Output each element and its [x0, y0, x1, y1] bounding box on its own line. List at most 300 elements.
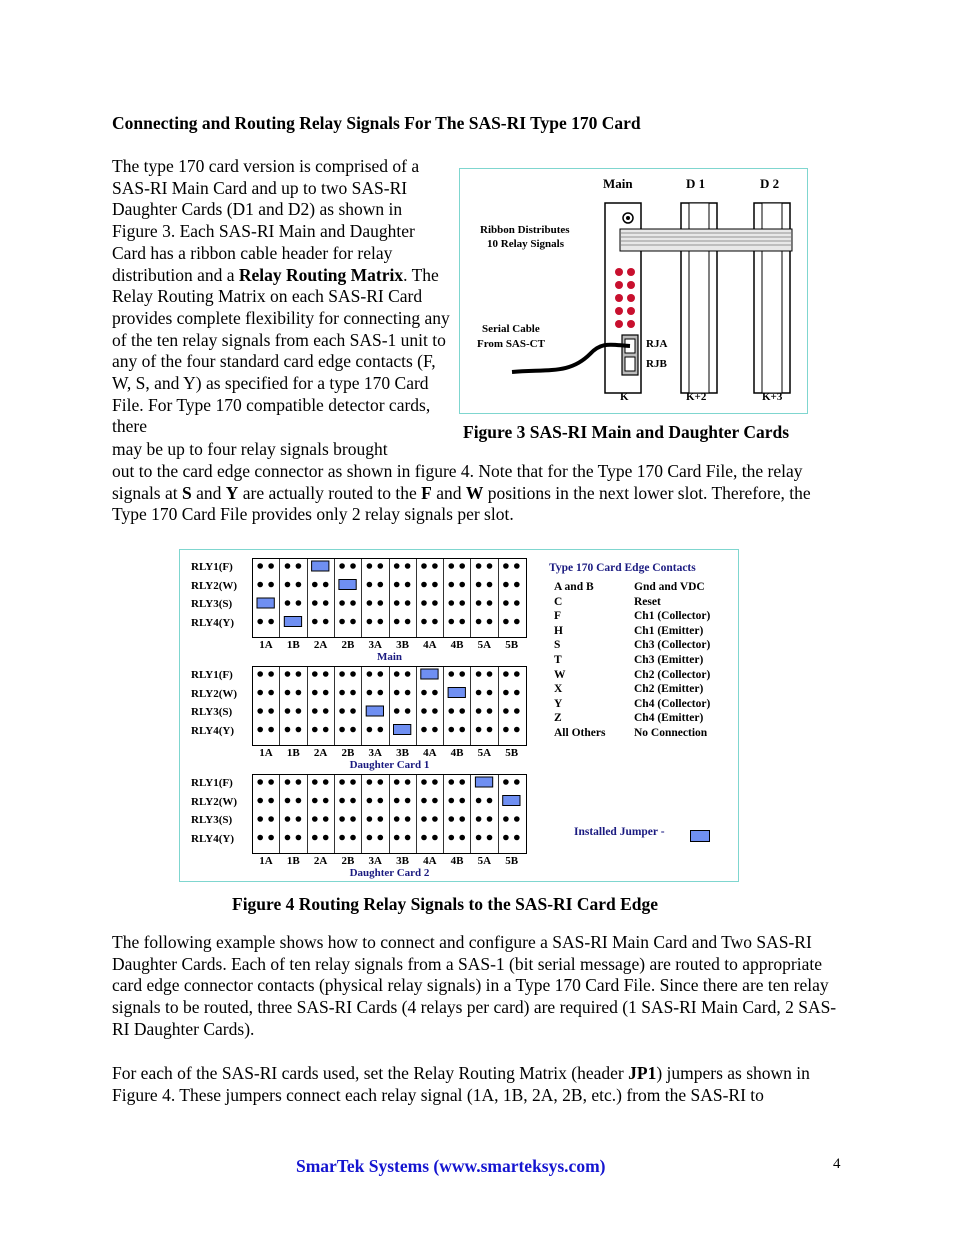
column-label: 1B	[286, 639, 300, 651]
header-pin	[459, 798, 465, 804]
matrix-title: Daughter Card 1	[349, 759, 430, 771]
column-label: 1B	[286, 747, 300, 759]
header-pin	[296, 600, 302, 606]
column-label: 4B	[450, 639, 464, 651]
header-pin	[514, 582, 520, 588]
header-pin	[421, 600, 427, 606]
header-pin	[394, 798, 400, 804]
header-pin	[350, 690, 356, 696]
legend-signal: Ch4 (Emitter)	[634, 712, 704, 725]
row-label: RLY1(F)	[191, 777, 233, 789]
header-pin	[285, 708, 291, 714]
edge-contact-legend	[554, 580, 734, 741]
label-rjb: RJB	[646, 358, 667, 370]
header-pin	[487, 582, 493, 588]
header-pin	[421, 708, 427, 714]
header-pin	[268, 798, 274, 804]
header-pin	[268, 582, 274, 588]
legend-signal: Ch4 (Collector)	[634, 697, 711, 710]
column-label: 5B	[505, 747, 519, 759]
header-pin	[339, 708, 345, 714]
header-pin	[476, 671, 482, 677]
text-run: out to the card edge connector as shown in figure 4. Note that for the Type 170 Card File, the relay signals at	[112, 461, 803, 503]
legend-row	[554, 711, 734, 726]
header-pin	[448, 582, 454, 588]
header-pin	[339, 816, 345, 822]
header-pin	[503, 563, 509, 569]
header-pin	[487, 708, 493, 714]
header-pin	[394, 779, 400, 785]
column-label: 3B	[396, 639, 409, 651]
header-pin	[394, 816, 400, 822]
header-pin	[339, 600, 345, 606]
header-pin	[421, 690, 427, 696]
header-pin	[350, 671, 356, 677]
header-pin	[476, 727, 482, 733]
header-pin	[487, 600, 493, 606]
header-pin	[432, 816, 438, 822]
header-pin	[476, 600, 482, 606]
header-pin	[350, 619, 356, 625]
header-pin	[257, 563, 263, 569]
jumper-matrix	[252, 558, 527, 638]
header-pin	[350, 727, 356, 733]
label-rja: RJA	[646, 338, 668, 350]
header-pin	[487, 727, 493, 733]
header-pin	[367, 727, 373, 733]
header-pin	[487, 816, 493, 822]
header-pin	[378, 690, 384, 696]
header-pin	[448, 835, 454, 841]
header-pin	[296, 779, 302, 785]
header-pin	[503, 779, 509, 785]
header-pin	[339, 835, 345, 841]
header-pin	[350, 563, 356, 569]
legend-title: Type 170 Card Edge Contacts	[549, 562, 696, 574]
header-pin	[268, 690, 274, 696]
text-run: are actually routed to the	[238, 482, 422, 503]
column-label: 5B	[505, 855, 519, 867]
row-label: RLY3(S)	[191, 706, 233, 718]
text-run: positions in the next lower slot. Therefore, the Type 170 Card File provides only 2 relay signals per slot.	[112, 482, 811, 525]
header-pin	[394, 582, 400, 588]
header-pin	[459, 816, 465, 822]
header-pin	[378, 835, 384, 841]
header-pin	[514, 619, 520, 625]
header-pin	[487, 690, 493, 696]
row-label: RLY2(W)	[191, 687, 238, 700]
header-pin	[296, 816, 302, 822]
header-pin	[312, 690, 318, 696]
bold-run: Relay Routing Matrix	[238, 264, 404, 285]
footer-company: SmarTek Systems (www.smarteksys.com)	[296, 1156, 606, 1176]
header-pin	[421, 779, 427, 785]
header-pin	[421, 619, 427, 625]
column-label: 3A	[368, 639, 382, 651]
header-pin	[339, 727, 345, 733]
header-pin	[257, 582, 263, 588]
header-pin	[503, 600, 509, 606]
column-label: 5B	[505, 639, 519, 651]
header-pin	[296, 727, 302, 733]
header-pin	[257, 708, 263, 714]
header-pin	[339, 779, 345, 785]
header-pin	[476, 708, 482, 714]
header-pin	[432, 835, 438, 841]
section-heading: Connecting and Routing Relay Signals For The SAS-RI Type 170 Card	[112, 113, 641, 133]
header-pin	[257, 727, 263, 733]
header-pin	[367, 563, 373, 569]
header-pin	[367, 600, 373, 606]
header-pin	[312, 708, 318, 714]
text-run: For each of the SAS-RI cards used, set the Relay Routing Matrix (header	[112, 1063, 629, 1083]
label-serial-1: Serial Cable	[482, 323, 540, 335]
legend-signal: Ch3 (Emitter)	[634, 653, 704, 666]
header-pin	[476, 563, 482, 569]
header-pin	[476, 798, 482, 804]
header-pin	[459, 835, 465, 841]
header-pin	[268, 708, 274, 714]
column-label: 5A	[477, 747, 492, 759]
header-pin	[394, 600, 400, 606]
installed-jumper	[284, 617, 301, 627]
header-pin	[378, 816, 384, 822]
header-pin	[367, 671, 373, 677]
header-pin	[503, 708, 509, 714]
legend-signal: Ch3 (Collector)	[634, 639, 711, 652]
header-pin	[503, 835, 509, 841]
header-pin	[459, 727, 465, 733]
header-pin	[394, 671, 400, 677]
header-pin	[459, 600, 465, 606]
matrix-title: Main	[376, 651, 403, 663]
header-pin	[350, 708, 356, 714]
header-pin	[432, 563, 438, 569]
header-pin	[378, 619, 384, 625]
header-pin	[421, 727, 427, 733]
installed-jumper	[257, 598, 274, 608]
header-pin	[268, 779, 274, 785]
row-label: RLY1(F)	[191, 669, 233, 681]
bold-run: Y	[225, 482, 239, 503]
header-pin	[421, 582, 427, 588]
header-pin	[405, 582, 411, 588]
header-pin	[421, 563, 427, 569]
header-pin	[323, 816, 329, 822]
legend-signal: Ch2 (Emitter)	[634, 683, 704, 696]
header-pin	[503, 671, 509, 677]
header-pin	[378, 779, 384, 785]
legend-row	[554, 638, 734, 653]
header-pin	[476, 816, 482, 822]
jumper-matrix	[252, 666, 527, 746]
legend-contact: A and B	[554, 581, 594, 593]
installed-jumper	[394, 725, 411, 735]
header-pin	[421, 835, 427, 841]
legend-contact: S	[554, 639, 561, 652]
header-pin	[432, 727, 438, 733]
header-pin	[323, 619, 329, 625]
legend-row	[554, 624, 734, 639]
label-k3: K+3	[762, 391, 783, 403]
header-pin	[312, 835, 318, 841]
header-pin	[285, 582, 291, 588]
column-label: 4A	[423, 639, 437, 651]
header-pin	[432, 619, 438, 625]
header-pin	[405, 563, 411, 569]
header-pin	[432, 582, 438, 588]
column-label: 1A	[259, 639, 273, 651]
header-pin	[367, 690, 373, 696]
column-label: 5A	[477, 639, 492, 651]
row-label: RLY4(Y)	[191, 832, 234, 845]
header-pin	[503, 619, 509, 625]
header-pin	[312, 779, 318, 785]
header-pin	[503, 690, 509, 696]
header-pin	[514, 779, 520, 785]
header-pin	[296, 582, 302, 588]
header-pin	[323, 798, 329, 804]
figure-3-drawing	[460, 169, 806, 412]
column-label: 4B	[450, 747, 464, 759]
header-pin	[285, 671, 291, 677]
text-run: ) jumpers as shown in Figure 4. These jumpers connect each relay signal (1A, 1B, 2A, 2B, etc.) from the SAS-RI to	[112, 1063, 810, 1105]
installed-jumper-swatch	[690, 830, 710, 842]
header-pin	[459, 779, 465, 785]
header-pin	[257, 779, 263, 785]
installed-jumper	[503, 796, 520, 806]
header-pin	[487, 563, 493, 569]
header-pin	[350, 798, 356, 804]
header-pin	[503, 582, 509, 588]
bold-run: S	[182, 482, 192, 503]
legend-signal: Reset	[634, 595, 661, 608]
column-label: 2A	[313, 747, 328, 759]
paragraph-jumpers	[112, 1063, 847, 1106]
header-pin	[405, 708, 411, 714]
header-pin	[350, 779, 356, 785]
row-label: RLY2(W)	[191, 795, 238, 808]
header-pin	[432, 798, 438, 804]
header-pin	[448, 816, 454, 822]
paragraph-intro-end	[112, 461, 842, 526]
legend-row	[554, 726, 734, 741]
header-pin	[339, 798, 345, 804]
installed-jumper	[339, 580, 356, 590]
header-pin	[448, 563, 454, 569]
column-label: 4A	[423, 855, 437, 867]
header-pin	[268, 619, 274, 625]
installed-jumper	[366, 706, 383, 716]
header-pin	[514, 708, 520, 714]
header-pin	[448, 798, 454, 804]
row-label: RLY2(W)	[191, 579, 238, 592]
header-pin	[405, 619, 411, 625]
header-pin	[296, 835, 302, 841]
header-pin	[367, 835, 373, 841]
header-pin	[312, 798, 318, 804]
header-pin	[257, 798, 263, 804]
legend-contact: W	[554, 668, 566, 681]
legend-contact: X	[554, 683, 563, 696]
header-pin	[514, 835, 520, 841]
header-pin	[476, 582, 482, 588]
column-label: 3A	[368, 855, 382, 867]
header-pin	[432, 708, 438, 714]
header-pin	[394, 619, 400, 625]
row-label: RLY1(F)	[191, 561, 233, 573]
legend-signal: Gnd and VDC	[634, 581, 705, 593]
label-main: Main	[603, 176, 633, 191]
legend-contact: F	[554, 610, 562, 623]
bold-run: W	[465, 482, 484, 503]
header-pin	[339, 619, 345, 625]
header-pin	[312, 582, 318, 588]
legend-row	[554, 697, 734, 712]
legend-signal: Ch2 (Collector)	[634, 668, 711, 681]
header-pin	[487, 798, 493, 804]
header-pin	[394, 563, 400, 569]
legend-contact: Y	[554, 697, 563, 710]
header-pin	[312, 816, 318, 822]
label-d2: D 2	[760, 176, 780, 191]
installed-jumper	[312, 561, 329, 571]
header-pin	[323, 835, 329, 841]
column-label: 2B	[341, 747, 355, 759]
header-pin	[503, 816, 509, 822]
figure-4	[179, 549, 739, 882]
header-pin	[459, 619, 465, 625]
header-pin	[350, 835, 356, 841]
header-pin	[448, 619, 454, 625]
header-pin	[514, 690, 520, 696]
figure-4-caption: Figure 4 Routing Relay Signals to the SAS-RI Card Edge	[232, 894, 659, 914]
header-pin	[285, 563, 291, 569]
label-ribbon-2: 10 Relay Signals	[487, 238, 565, 250]
header-pin	[323, 779, 329, 785]
label-k2: K+2	[686, 391, 707, 403]
header-pin	[268, 563, 274, 569]
header-pin	[378, 582, 384, 588]
legend-contact: H	[554, 624, 563, 637]
column-label: 1B	[286, 855, 300, 867]
legend-row	[554, 653, 734, 668]
column-label: 2B	[341, 639, 355, 651]
header-pin	[394, 835, 400, 841]
column-label: 4B	[450, 855, 464, 867]
header-pin	[268, 727, 274, 733]
header-pin	[367, 798, 373, 804]
text-run: and	[431, 482, 466, 503]
row-label: RLY3(S)	[191, 814, 233, 826]
header-pin	[367, 779, 373, 785]
header-pin	[367, 582, 373, 588]
header-pin	[432, 779, 438, 785]
header-pin	[405, 798, 411, 804]
figure-3	[459, 168, 808, 414]
figure-3-caption: Figure 3 SAS-RI Main and Daughter Cards	[463, 422, 790, 442]
header-pin	[476, 690, 482, 696]
header-pin	[350, 600, 356, 606]
page-number: 4	[833, 1156, 841, 1172]
bold-run: F	[421, 482, 432, 503]
header-pin	[459, 582, 465, 588]
legend-contact: Z	[554, 712, 562, 725]
header-pin	[448, 727, 454, 733]
bold-run: JP1	[628, 1063, 657, 1083]
header-pin	[405, 816, 411, 822]
column-label: 4A	[423, 747, 437, 759]
header-pin	[296, 671, 302, 677]
legend-contact: All Others	[554, 726, 606, 739]
header-pin	[285, 798, 291, 804]
header-pin	[323, 690, 329, 696]
header-pin	[268, 671, 274, 677]
header-pin	[312, 619, 318, 625]
header-pin	[323, 708, 329, 714]
header-pin	[257, 619, 263, 625]
header-pin	[405, 690, 411, 696]
legend-row	[554, 609, 734, 624]
header-pin	[514, 727, 520, 733]
header-pin	[378, 600, 384, 606]
header-pin	[350, 816, 356, 822]
header-pin	[432, 600, 438, 606]
column-label: 3B	[396, 855, 409, 867]
header-pin	[257, 671, 263, 677]
text-run: . The Relay Routing Matrix on each SAS-RI Card provides complete flexibility for connecting any of the ten relay signals from each SAS-1 unit to any of the four standard card edge contacts (F, W, S, and Y) as specified for a type 170 Card File. For Type 170 compatible detector cards, there	[112, 264, 450, 437]
header-pin	[405, 779, 411, 785]
header-pin	[285, 600, 291, 606]
header-pin	[257, 690, 263, 696]
header-pin	[323, 671, 329, 677]
header-pin	[312, 671, 318, 677]
header-pin	[296, 690, 302, 696]
header-pin	[405, 600, 411, 606]
header-pin	[432, 690, 438, 696]
label-d1: D 1	[686, 176, 706, 191]
paragraph-intro	[112, 156, 452, 438]
header-pin	[514, 816, 520, 822]
paragraph-intro-cont: may be up to four relay signals brought	[112, 439, 388, 459]
header-pin	[405, 835, 411, 841]
header-pin	[339, 671, 345, 677]
header-pin	[459, 671, 465, 677]
header-pin	[421, 798, 427, 804]
header-pin	[367, 619, 373, 625]
header-pin	[285, 779, 291, 785]
header-pin	[514, 600, 520, 606]
legend-signal: Ch1 (Emitter)	[634, 624, 704, 637]
header-pin	[285, 690, 291, 696]
column-label: 2B	[341, 855, 355, 867]
header-pin	[312, 727, 318, 733]
header-pin	[459, 708, 465, 714]
header-pin	[312, 600, 318, 606]
column-label: 3B	[396, 747, 409, 759]
header-pin	[296, 708, 302, 714]
header-pin	[339, 690, 345, 696]
header-pin	[394, 708, 400, 714]
header-pin	[421, 816, 427, 822]
installed-jumper	[448, 688, 465, 698]
legend-row	[554, 668, 734, 683]
row-label: RLY3(S)	[191, 598, 233, 610]
header-pin	[339, 563, 345, 569]
header-pin	[448, 779, 454, 785]
header-pin	[514, 671, 520, 677]
header-pin	[296, 563, 302, 569]
